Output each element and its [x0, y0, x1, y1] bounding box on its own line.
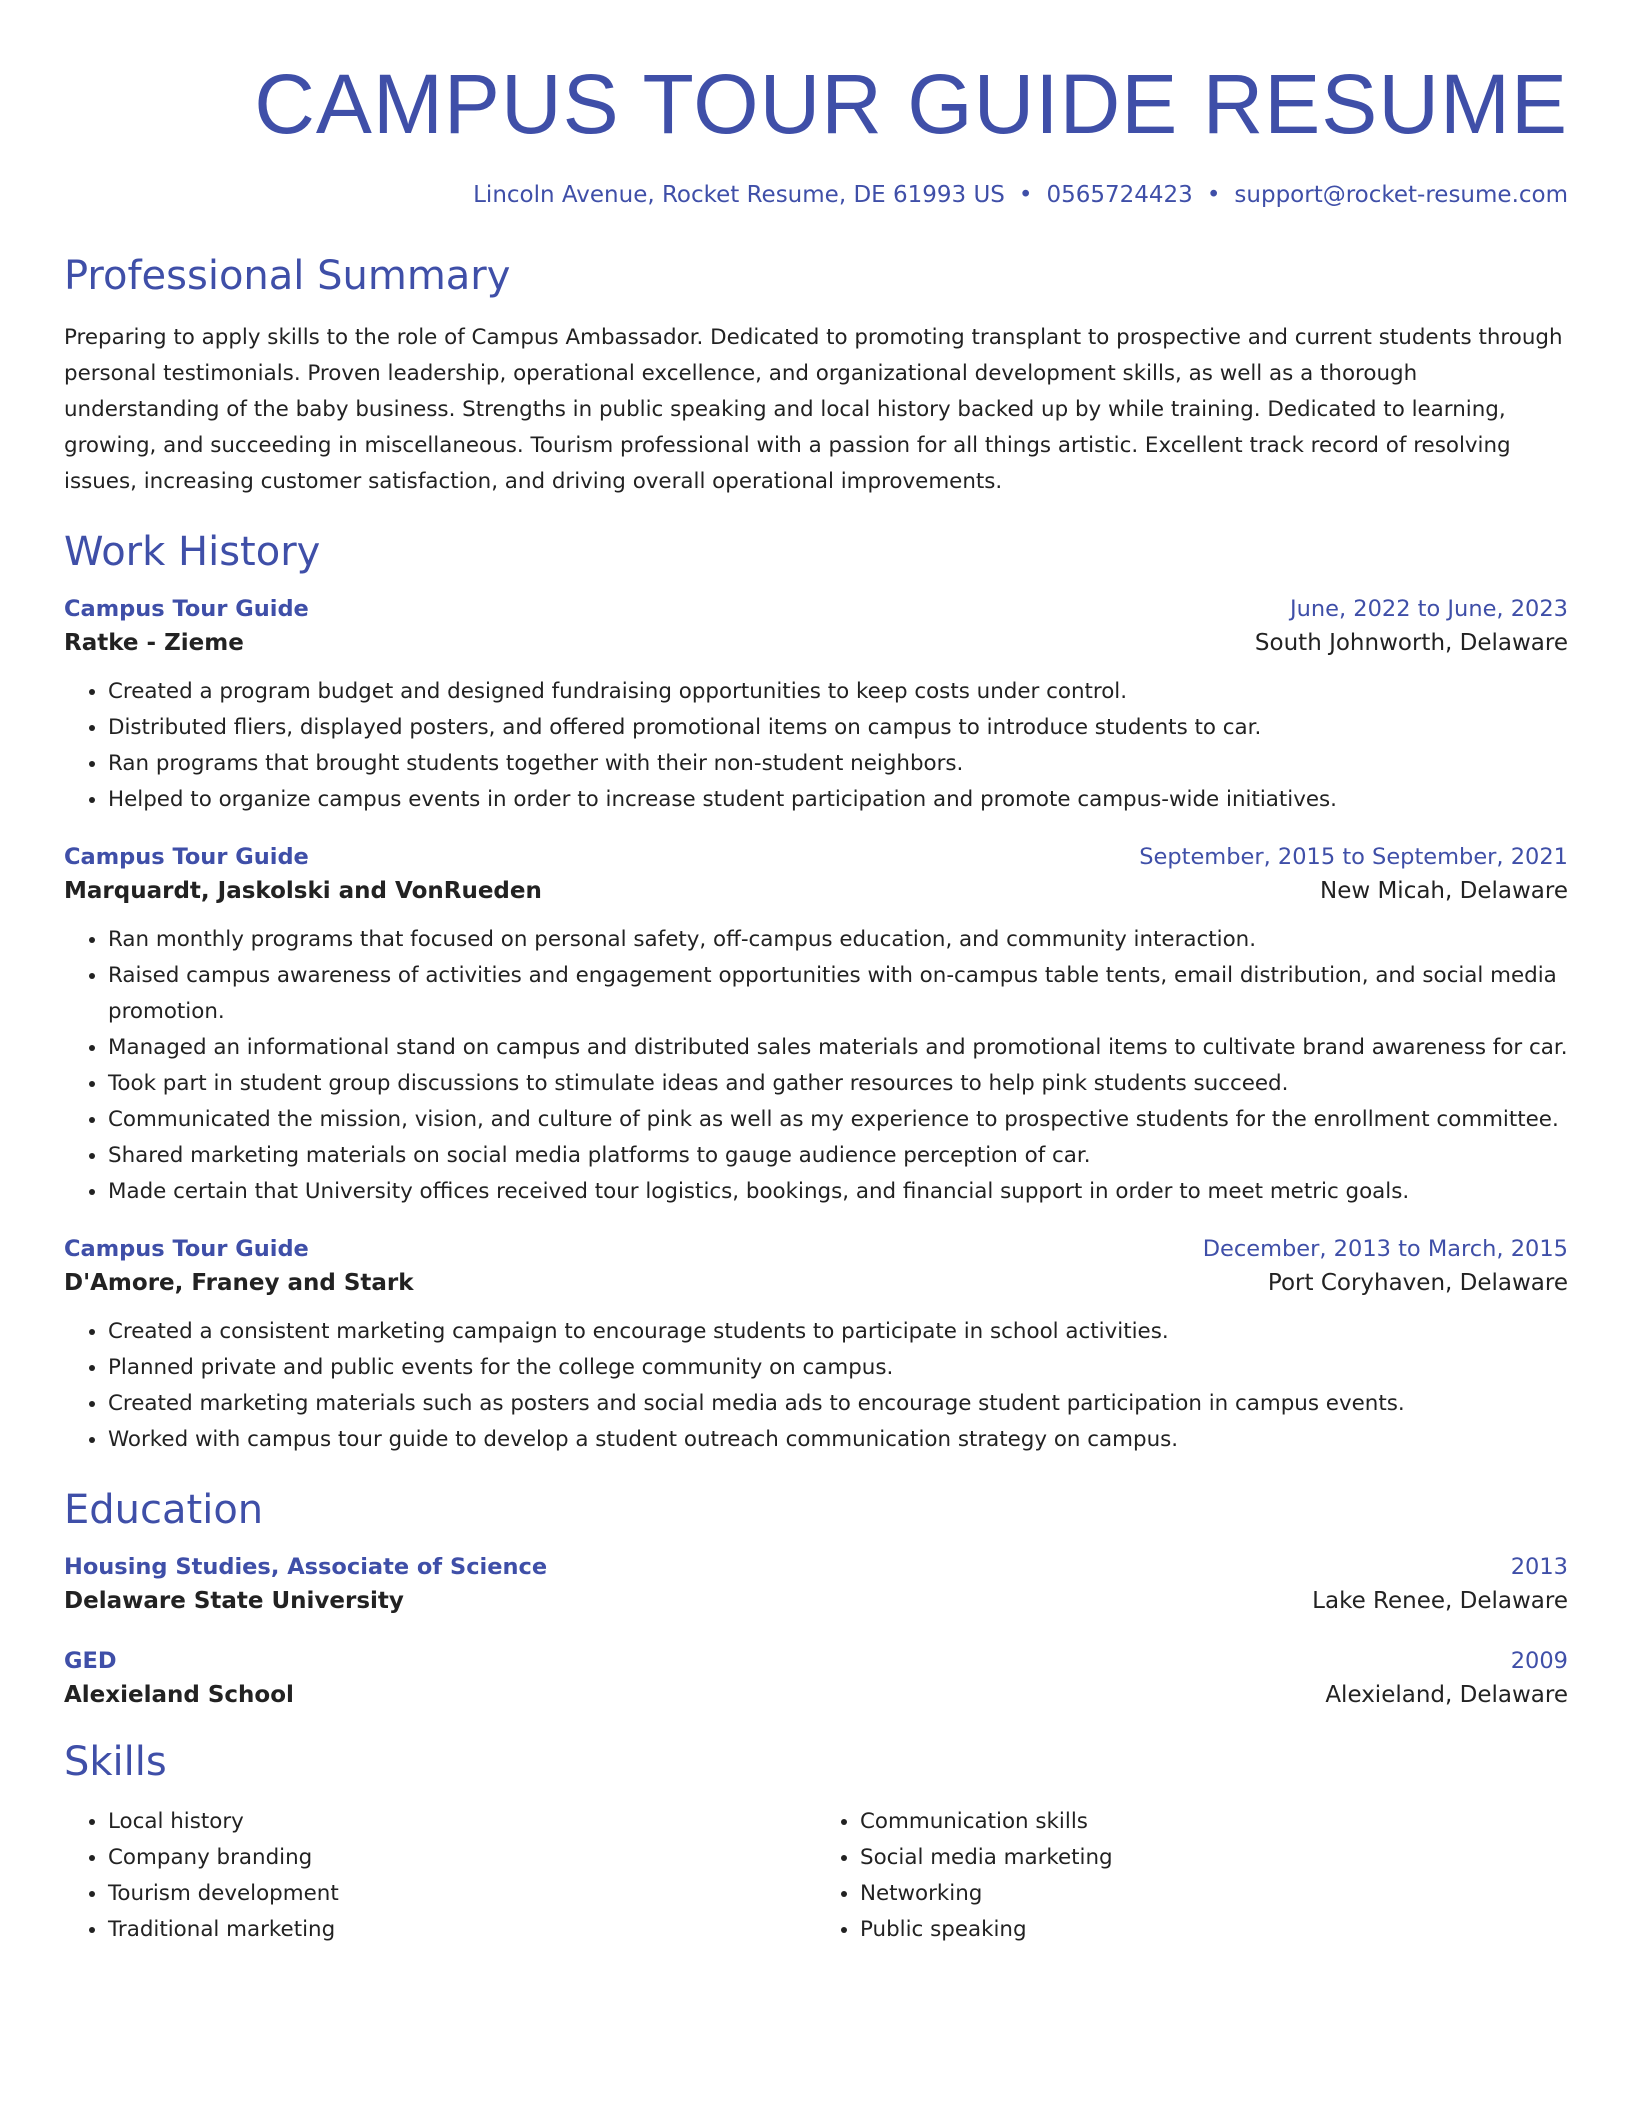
- resume-header: [64, 57, 1568, 208]
- work-history-heading: Work History: [64, 529, 321, 575]
- skill-item: • Social media marketing: [860, 1840, 1568, 1876]
- education-entry: [64, 1554, 1568, 1614]
- job-bullet-list: [64, 1314, 1568, 1458]
- education-degree: GED: [64, 1648, 117, 1674]
- resume-title: CAMPUS TOUR GUIDE RESUME: [254, 57, 1568, 151]
- skills-section: [64, 1738, 1568, 1948]
- job-bullet: • Distributed fliers, displayed posters, and offered promotional items on campus to introduce students to car.: [108, 710, 1568, 746]
- skill-item: • Communication skills: [860, 1804, 1568, 1840]
- job-location: South Johnworth, Delaware: [1254, 630, 1568, 656]
- skill-item: • Public speaking: [860, 1912, 1568, 1948]
- job-bullet: • Ran monthly programs that focused on personal safety, off-campus education, and community interaction.: [108, 922, 1568, 958]
- education-year: 2013: [1510, 1554, 1568, 1580]
- job-title: Campus Tour Guide: [64, 844, 309, 870]
- job-company-row: [64, 1262, 1568, 1296]
- job-dates: June, 2022 to June, 2023: [1289, 596, 1568, 622]
- skills-heading: Skills: [64, 1739, 167, 1785]
- job-bullet: • Managed an informational stand on campus and distributed sales materials and promotional items to cultivate brand awareness for car.: [108, 1030, 1568, 1066]
- skills-list-right: [816, 1804, 1568, 1948]
- education-section: [64, 1486, 1568, 1708]
- education-header-row: [64, 1554, 1568, 1580]
- job-dates: September, 2015 to September, 2021: [1139, 844, 1568, 870]
- job-title: Campus Tour Guide: [64, 596, 309, 622]
- job-bullet: • Took part in student group discussions to stimulate ideas and gather resources to help pink students succeed.: [108, 1066, 1568, 1102]
- education-school-row: [64, 1674, 1568, 1708]
- job-entry: [64, 1236, 1568, 1458]
- job-bullet: • Created a program budget and designed fundraising opportunities to keep costs under control.: [108, 674, 1568, 710]
- job-company: Ratke - Zieme: [64, 630, 244, 656]
- job-location: Port Coryhaven, Delaware: [1267, 1270, 1568, 1296]
- job-bullet: • Helped to organize campus events in order to increase student participation and promote campus-wide initiatives.: [108, 782, 1568, 818]
- job-bullet: • Planned private and public events for the college community on campus.: [108, 1350, 1568, 1386]
- contact-address: Lincoln Avenue, Rocket Resume, DE 61993 US: [473, 182, 1005, 208]
- education-location: Lake Renee, Delaware: [1312, 1588, 1568, 1614]
- summary-text: Preparing to apply skills to the role of Campus Ambassador. Dedicated to promoting transplant to prospective and current students through personal testimonials. Proven leadership, operational excellence, and organizational development skills, as well as a thorough understanding of the baby business. Strengths in public speaking and local history backed up by while training. Dedicated to learning, growing, and succeeding in miscellaneous. Tourism professional with a passion for all things artistic. Excellent track record of resolving issues, increasing customer satisfaction, and driving overall operational improvements.: [64, 325, 1563, 494]
- education-entry: [64, 1648, 1568, 1708]
- skills-columns: [64, 1804, 1568, 1948]
- job-bullet-list: [64, 922, 1568, 1210]
- job-location: New Micah, Delaware: [1319, 878, 1568, 904]
- skill-item: • Networking: [860, 1876, 1568, 1912]
- job-dates: December, 2013 to March, 2015: [1202, 1236, 1568, 1262]
- job-company: Marquardt, Jaskolski and VonRueden: [64, 878, 542, 904]
- contact-email[interactable]: support@rocket-resume.com: [1234, 182, 1568, 208]
- work-history-section: [64, 528, 1568, 1458]
- job-header-row: [64, 596, 1568, 622]
- job-bullet: • Communicated the mission, vision, and culture of pink as well as my experience to prospective students for the enrollment committee.: [108, 1102, 1568, 1138]
- skills-list-left: [64, 1804, 816, 1948]
- summary-section: [64, 252, 1568, 500]
- skill-item: • Company branding: [108, 1840, 816, 1876]
- education-school: Alexieland School: [64, 1682, 294, 1708]
- job-bullet: • Shared marketing materials on social media platforms to gauge audience perception of car.: [108, 1138, 1568, 1174]
- job-bullet: • Worked with campus tour guide to develop a student outreach communication strategy on campus.: [108, 1422, 1568, 1458]
- job-bullet: • Raised campus awareness of activities and engagement opportunities with on-campus table tents, email distribution, and social media promotion.: [108, 958, 1568, 1030]
- job-title: Campus Tour Guide: [64, 1236, 309, 1262]
- contact-separator: •: [1018, 182, 1033, 208]
- job-bullet: • Created marketing materials such as posters and social media ads to encourage student participation in campus events.: [108, 1386, 1568, 1422]
- education-year: 2009: [1510, 1648, 1568, 1674]
- job-header-row: [64, 1236, 1568, 1262]
- job-company-row: [64, 622, 1568, 656]
- job-bullet-list: [64, 674, 1568, 818]
- job-bullet: • Ran programs that brought students together with their non-student neighbors.: [108, 746, 1568, 782]
- contact-line: [64, 182, 1568, 208]
- contact-phone[interactable]: 0565724423: [1046, 182, 1193, 208]
- skill-item: • Traditional marketing: [108, 1912, 816, 1948]
- summary-heading: Professional Summary: [64, 253, 511, 299]
- education-list: [64, 1554, 1568, 1708]
- job-list: [64, 596, 1568, 1458]
- job-header-row: [64, 844, 1568, 870]
- job-entry: [64, 596, 1568, 818]
- job-company-row: [64, 870, 1568, 904]
- job-bullet: • Made certain that University offices received tour logistics, bookings, and financial support in order to meet metric goals.: [108, 1174, 1568, 1210]
- education-school: Delaware State University: [64, 1588, 404, 1614]
- skill-item: • Local history: [108, 1804, 816, 1840]
- job-company: D'Amore, Franey and Stark: [64, 1270, 414, 1296]
- job-bullet: • Created a consistent marketing campaign to encourage students to participate in school activities.: [108, 1314, 1568, 1350]
- education-degree: Housing Studies, Associate of Science: [64, 1554, 548, 1580]
- education-location: Alexieland, Delaware: [1325, 1682, 1568, 1708]
- education-header-row: [64, 1648, 1568, 1674]
- job-entry: [64, 844, 1568, 1210]
- contact-separator: •: [1206, 182, 1221, 208]
- education-heading: Education: [64, 1487, 264, 1533]
- skill-item: • Tourism development: [108, 1876, 816, 1912]
- education-school-row: [64, 1580, 1568, 1614]
